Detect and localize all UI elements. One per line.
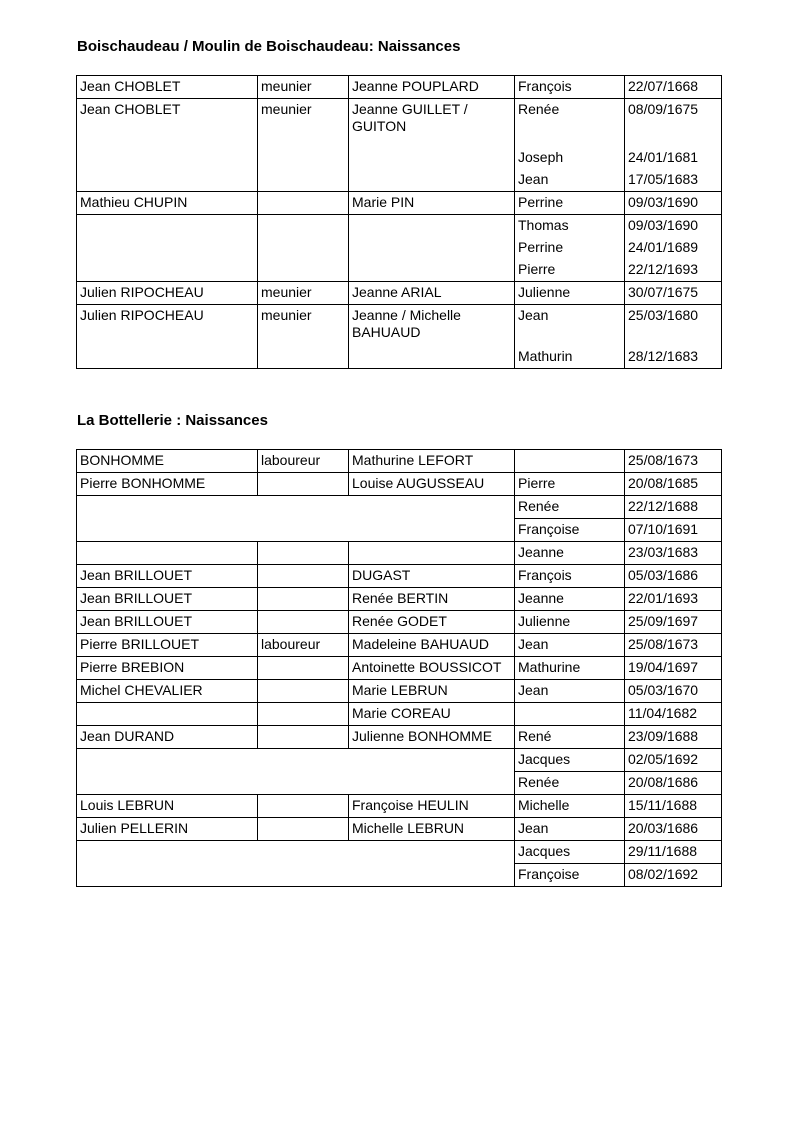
occupation-cell: laboureur — [258, 450, 349, 473]
child-cell: Jacques — [515, 841, 625, 864]
child-cell: Jean — [515, 169, 625, 192]
occupation-cell — [258, 565, 349, 588]
father-cell: Julien PELLERIN — [77, 818, 258, 841]
father-cell — [77, 214, 258, 281]
father-cell: Jean BRILLOUET — [77, 565, 258, 588]
date-cell: 30/07/1675 — [625, 281, 722, 304]
child-cell: Michelle — [515, 795, 625, 818]
father-cell: Pierre BRILLOUET — [77, 634, 258, 657]
mother-cell: Antoinette BOUSSICOT — [349, 657, 515, 680]
child-cell: Thomas — [515, 214, 625, 237]
father-cell: Jean CHOBLET — [77, 99, 258, 192]
occupation-cell — [258, 657, 349, 680]
date-cell: 19/04/1697 — [625, 657, 722, 680]
occupation-cell — [258, 214, 349, 281]
section-title-bottellerie: La Bottellerie : Naissances — [77, 412, 268, 429]
mother-cell: Marie PIN — [349, 191, 515, 214]
child-cell: Jean — [515, 680, 625, 703]
table-row — [77, 473, 722, 496]
occupation-cell — [258, 542, 349, 565]
date-cell: 22/12/1693 — [625, 259, 722, 282]
table-row — [77, 99, 722, 147]
occupation-cell — [258, 191, 349, 214]
births-table-boischaudeau — [76, 75, 722, 369]
table-row — [77, 841, 722, 864]
occupation-cell — [258, 611, 349, 634]
date-cell: 08/02/1692 — [625, 864, 722, 887]
date-cell: 25/08/1673 — [625, 450, 722, 473]
table-row — [77, 749, 722, 772]
mother-cell: Marie LEBRUN — [349, 680, 515, 703]
date-cell: 17/05/1683 — [625, 169, 722, 192]
mother-cell: Jeanne POUPLARD — [349, 76, 515, 99]
table-row — [77, 542, 722, 565]
table-row — [77, 496, 722, 519]
date-cell: 25/09/1697 — [625, 611, 722, 634]
occupation-cell: laboureur — [258, 634, 349, 657]
occupation-cell: meunier — [258, 76, 349, 99]
date-cell: 05/03/1670 — [625, 680, 722, 703]
date-cell: 29/11/1688 — [625, 841, 722, 864]
date-cell: 08/09/1675 — [625, 99, 722, 147]
father-cell: Julien RIPOCHEAU — [77, 281, 258, 304]
date-cell: 24/01/1689 — [625, 237, 722, 259]
occupation-cell: meunier — [258, 99, 349, 192]
child-cell: Julienne — [515, 611, 625, 634]
date-cell: 22/01/1693 — [625, 588, 722, 611]
occupation-cell — [258, 680, 349, 703]
table-row — [77, 565, 722, 588]
table-row — [77, 76, 722, 99]
mother-cell: Françoise HEULIN — [349, 795, 515, 818]
table-row — [77, 795, 722, 818]
child-cell: Julienne — [515, 281, 625, 304]
child-cell: Joseph — [515, 147, 625, 169]
section-title-boischaudeau: Boischaudeau / Moulin de Boischaudeau: Naissances — [77, 38, 461, 55]
father-cell: Pierre BREBION — [77, 657, 258, 680]
date-cell: 20/08/1685 — [625, 473, 722, 496]
child-cell: Perrine — [515, 191, 625, 214]
table-row — [77, 214, 722, 237]
empty-merged-cell — [77, 749, 515, 795]
mother-cell: Renée GODET — [349, 611, 515, 634]
date-cell: 07/10/1691 — [625, 519, 722, 542]
child-cell: Mathurin — [515, 346, 625, 369]
date-cell: 28/12/1683 — [625, 346, 722, 369]
date-cell: 20/08/1686 — [625, 772, 722, 795]
child-cell: Jean — [515, 634, 625, 657]
father-cell: BONHOMME — [77, 450, 258, 473]
table-row — [77, 588, 722, 611]
occupation-cell: meunier — [258, 304, 349, 369]
father-cell: Jean DURAND — [77, 726, 258, 749]
child-cell: Françoise — [515, 519, 625, 542]
mother-cell: Madeleine BAHUAUD — [349, 634, 515, 657]
mother-cell: Julienne BONHOMME — [349, 726, 515, 749]
occupation-cell — [258, 818, 349, 841]
table-row — [77, 657, 722, 680]
date-cell: 05/03/1686 — [625, 565, 722, 588]
father-cell: Pierre BONHOMME — [77, 473, 258, 496]
date-cell: 20/03/1686 — [625, 818, 722, 841]
occupation-cell — [258, 588, 349, 611]
child-cell: Renée — [515, 99, 625, 147]
child-cell: Renée — [515, 496, 625, 519]
table-row — [77, 611, 722, 634]
father-cell — [77, 542, 258, 565]
occupation-cell — [258, 473, 349, 496]
child-cell: Renée — [515, 772, 625, 795]
table-row — [77, 726, 722, 749]
child-cell: Françoise — [515, 864, 625, 887]
table-row — [77, 450, 722, 473]
date-cell: 22/12/1688 — [625, 496, 722, 519]
date-cell: 09/03/1690 — [625, 214, 722, 237]
father-cell: Julien RIPOCHEAU — [77, 304, 258, 369]
date-cell: 15/11/1688 — [625, 795, 722, 818]
date-cell: 09/03/1690 — [625, 191, 722, 214]
child-cell: Jean — [515, 304, 625, 346]
births-table-bottellerie — [76, 449, 722, 887]
child-cell: Jean — [515, 818, 625, 841]
father-cell: Michel CHEVALIER — [77, 680, 258, 703]
table-row — [77, 818, 722, 841]
empty-merged-cell — [77, 841, 515, 887]
date-cell: 02/05/1692 — [625, 749, 722, 772]
occupation-cell: meunier — [258, 281, 349, 304]
child-cell — [515, 450, 625, 473]
table-row — [77, 191, 722, 214]
mother-cell: Jeanne ARIAL — [349, 281, 515, 304]
occupation-cell — [258, 726, 349, 749]
table-row — [77, 680, 722, 703]
mother-cell — [349, 542, 515, 565]
mother-cell: Jeanne / Michelle BAHUAUD — [349, 304, 515, 369]
date-cell: 11/04/1682 — [625, 703, 722, 726]
occupation-cell — [258, 703, 349, 726]
table-row — [77, 634, 722, 657]
father-cell: Mathieu CHUPIN — [77, 191, 258, 214]
child-cell: Mathurine — [515, 657, 625, 680]
child-cell: Jeanne — [515, 542, 625, 565]
mother-cell: DUGAST — [349, 565, 515, 588]
child-cell: François — [515, 76, 625, 99]
date-cell: 25/03/1680 — [625, 304, 722, 346]
child-cell: Perrine — [515, 237, 625, 259]
mother-cell: Michelle LEBRUN — [349, 818, 515, 841]
table-row — [77, 304, 722, 346]
table-row — [77, 281, 722, 304]
mother-cell: Mathurine LEFORT — [349, 450, 515, 473]
child-cell: Pierre — [515, 259, 625, 282]
child-cell: René — [515, 726, 625, 749]
mother-cell: Louise AUGUSSEAU — [349, 473, 515, 496]
child-cell: Jacques — [515, 749, 625, 772]
father-cell: Jean BRILLOUET — [77, 611, 258, 634]
mother-cell: Marie COREAU — [349, 703, 515, 726]
date-cell: 25/08/1673 — [625, 634, 722, 657]
table-row — [77, 703, 722, 726]
empty-merged-cell — [77, 496, 515, 542]
date-cell: 24/01/1681 — [625, 147, 722, 169]
father-cell: Jean CHOBLET — [77, 76, 258, 99]
father-cell — [77, 703, 258, 726]
child-cell — [515, 703, 625, 726]
mother-cell: Renée BERTIN — [349, 588, 515, 611]
mother-cell: Jeanne GUILLET / GUITON — [349, 99, 515, 192]
father-cell: Jean BRILLOUET — [77, 588, 258, 611]
mother-cell — [349, 214, 515, 281]
date-cell: 22/07/1668 — [625, 76, 722, 99]
occupation-cell — [258, 795, 349, 818]
child-cell: Jeanne — [515, 588, 625, 611]
date-cell: 23/03/1683 — [625, 542, 722, 565]
child-cell: François — [515, 565, 625, 588]
father-cell: Louis LEBRUN — [77, 795, 258, 818]
child-cell: Pierre — [515, 473, 625, 496]
date-cell: 23/09/1688 — [625, 726, 722, 749]
